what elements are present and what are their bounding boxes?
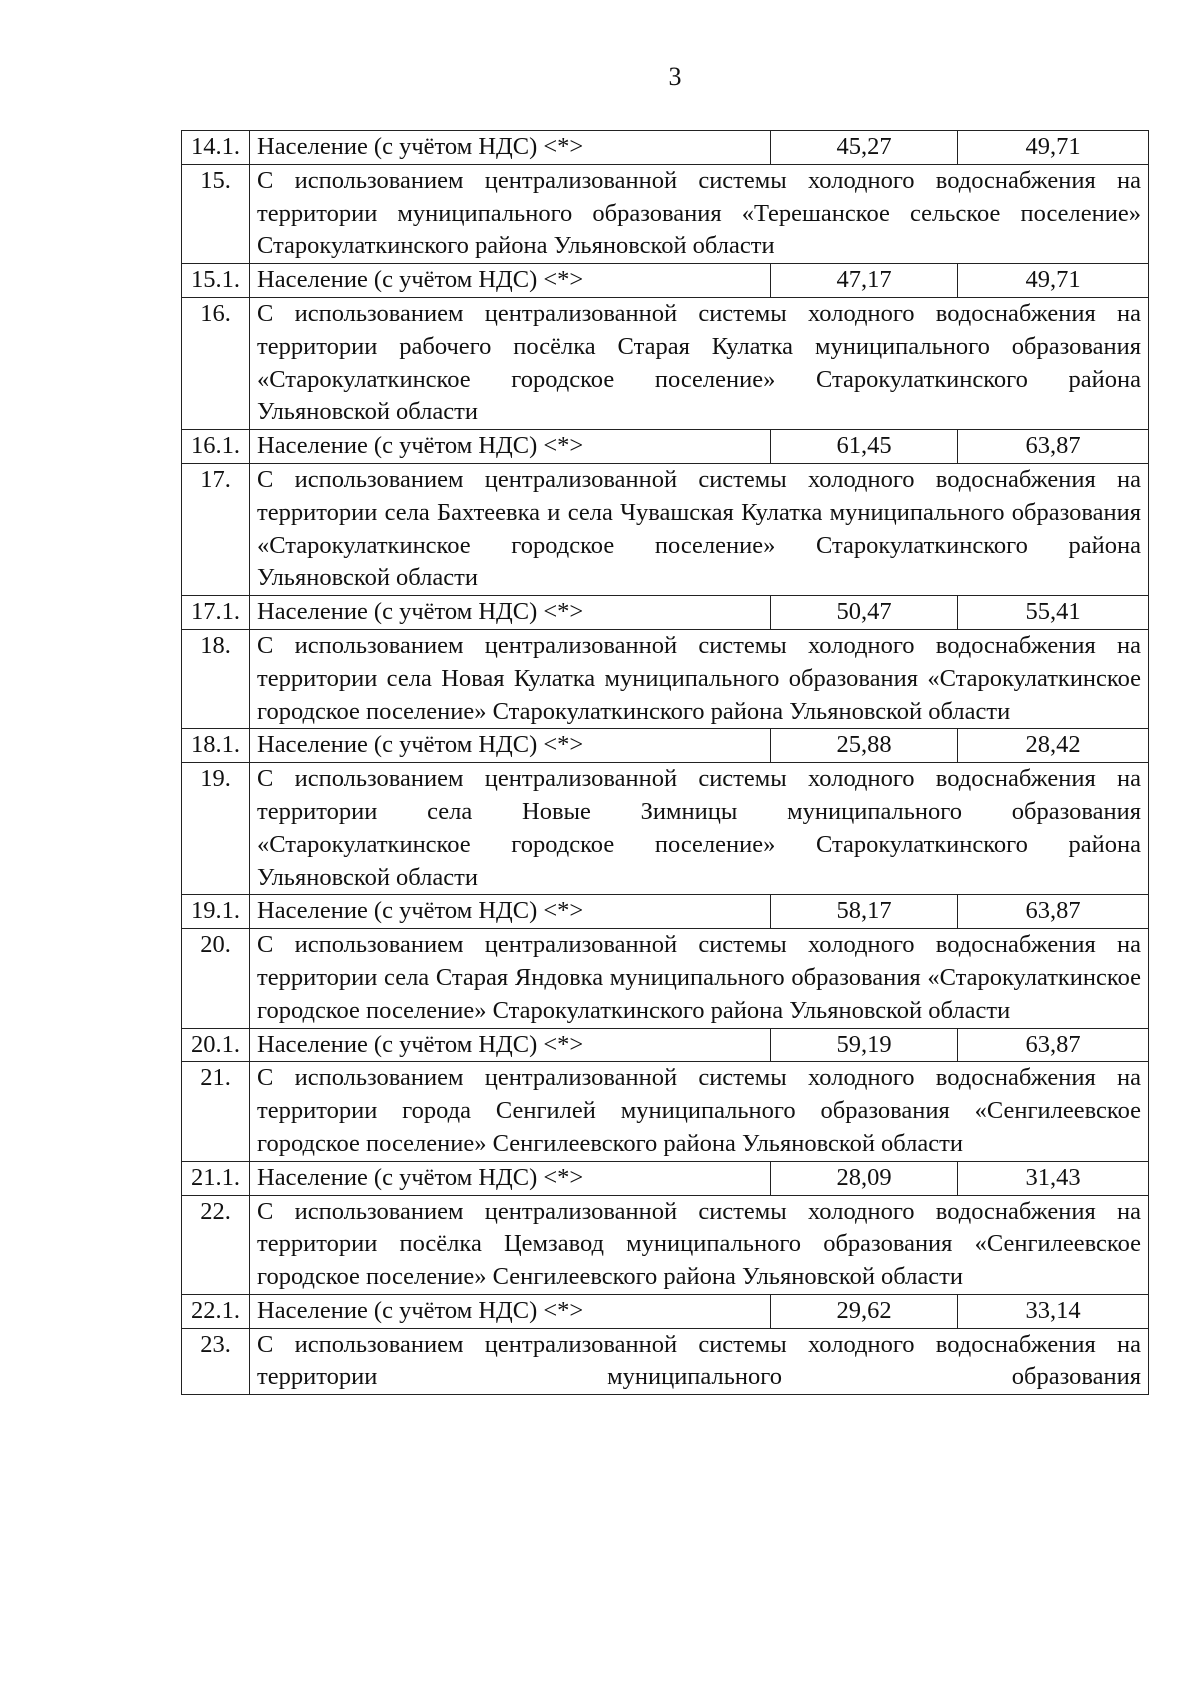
tariff-row: [182, 264, 1149, 298]
tariff-value-period-1: 61,45: [771, 430, 958, 464]
section-description: С использованием централизованной системы холодного водоснабжения на территории села Бахтеевка и села Чувашская Кулатка муниципального образования «Старокулаткинское городское поселение» Старокулаткинского района Ульяновской области: [250, 463, 1149, 595]
section-description: С использованием централизованной системы холодного водоснабжения на территории села Старая Яндовка муниципального образования «Старокулаткинское городское поселение» Старокулаткинского района Ульяновской области: [250, 929, 1149, 1028]
section-row: [182, 1328, 1149, 1395]
section-description: С использованием централизованной системы холодного водоснабжения на территории муниципального образования: [250, 1328, 1149, 1395]
tariff-row: [182, 131, 1149, 165]
consumer-label: Население (с учётом НДС) <*>: [250, 596, 771, 630]
section-number: 19.: [182, 763, 250, 895]
consumer-label: Население (с учётом НДС) <*>: [250, 895, 771, 929]
tariff-table: [181, 130, 1149, 1395]
tariff-value-period-2: 63,87: [958, 1028, 1149, 1062]
tariff-value-period-1: 25,88: [771, 729, 958, 763]
tariff-value-period-1: 50,47: [771, 596, 958, 630]
row-number: 21.1.: [182, 1161, 250, 1195]
tariff-value-period-1: 59,19: [771, 1028, 958, 1062]
section-row: [182, 297, 1149, 429]
tariff-value-period-1: 45,27: [771, 131, 958, 165]
tariff-table-body: [182, 131, 1149, 1395]
row-number: 17.1.: [182, 596, 250, 630]
tariff-row: [182, 895, 1149, 929]
tariff-row: [182, 729, 1149, 763]
consumer-label: Население (с учётом НДС) <*>: [250, 1161, 771, 1195]
consumer-label: Население (с учётом НДС) <*>: [250, 131, 771, 165]
section-description: С использованием централизованной системы холодного водоснабжения на территории села Новая Кулатка муниципального образования «Старокулаткинское городское поселение» Старокулаткинского района Ульяновской области: [250, 629, 1149, 728]
row-number: 20.1.: [182, 1028, 250, 1062]
section-number: 23.: [182, 1328, 250, 1395]
tariff-value-period-2: 55,41: [958, 596, 1149, 630]
section-number: 17.: [182, 463, 250, 595]
consumer-label: Население (с учётом НДС) <*>: [250, 430, 771, 464]
row-number: 14.1.: [182, 131, 250, 165]
section-description: С использованием централизованной системы холодного водоснабжения на территории села Новые Зимницы муниципального образования «Старокулаткинское городское поселение» Старокулаткинского района Ульяновской области: [250, 763, 1149, 895]
tariff-row: [182, 1028, 1149, 1062]
tariff-value-period-2: 49,71: [958, 131, 1149, 165]
row-number: 16.1.: [182, 430, 250, 464]
section-number: 15.: [182, 164, 250, 263]
row-number: 22.1.: [182, 1294, 250, 1328]
tariff-value-period-1: 47,17: [771, 264, 958, 298]
section-row: [182, 629, 1149, 728]
tariff-value-period-1: 29,62: [771, 1294, 958, 1328]
tariff-row: [182, 430, 1149, 464]
section-number: 20.: [182, 929, 250, 1028]
tariff-value-period-1: 58,17: [771, 895, 958, 929]
section-row: [182, 929, 1149, 1028]
section-row: [182, 1062, 1149, 1161]
tariff-value-period-2: 33,14: [958, 1294, 1149, 1328]
tariff-value-period-2: 49,71: [958, 264, 1149, 298]
section-number: 18.: [182, 629, 250, 728]
tariff-value-period-2: 63,87: [958, 430, 1149, 464]
tariff-value-period-2: 63,87: [958, 895, 1149, 929]
tariff-row: [182, 596, 1149, 630]
row-number: 15.1.: [182, 264, 250, 298]
row-number: 19.1.: [182, 895, 250, 929]
section-number: 21.: [182, 1062, 250, 1161]
tariff-value-period-2: 31,43: [958, 1161, 1149, 1195]
consumer-label: Население (с учётом НДС) <*>: [250, 1294, 771, 1328]
tariff-row: [182, 1161, 1149, 1195]
page-number: 3: [668, 62, 682, 91]
section-description: С использованием централизованной системы холодного водоснабжения на территории рабочего посёлка Старая Кулатка муниципального образования «Старокулаткинское городское поселение» Старокулаткинского района Ульяновской области: [250, 297, 1149, 429]
row-number: 18.1.: [182, 729, 250, 763]
section-description: С использованием централизованной системы холодного водоснабжения на территории города Сенгилей муниципального образования «Сенгилеевское городское поселение» Сенгилеевского района Ульяновской области: [250, 1062, 1149, 1161]
section-row: [182, 164, 1149, 263]
section-description: С использованием централизованной системы холодного водоснабжения на территории муниципального образования «Терешанское сельское поселение» Старокулаткинского района Ульяновской области: [250, 164, 1149, 263]
section-row: [182, 763, 1149, 895]
section-row: [182, 1195, 1149, 1294]
tariff-value-period-2: 28,42: [958, 729, 1149, 763]
section-row: [182, 463, 1149, 595]
tariff-row: [182, 1294, 1149, 1328]
section-number: 22.: [182, 1195, 250, 1294]
section-description: С использованием централизованной системы холодного водоснабжения на территории посёлка Цемзавод муниципального образования «Сенгилеевское городское поселение» Сенгилеевского района Ульяновской области: [250, 1195, 1149, 1294]
tariff-value-period-1: 28,09: [771, 1161, 958, 1195]
consumer-label: Население (с учётом НДС) <*>: [250, 264, 771, 298]
section-number: 16.: [182, 297, 250, 429]
consumer-label: Население (с учётом НДС) <*>: [250, 729, 771, 763]
consumer-label: Население (с учётом НДС) <*>: [250, 1028, 771, 1062]
